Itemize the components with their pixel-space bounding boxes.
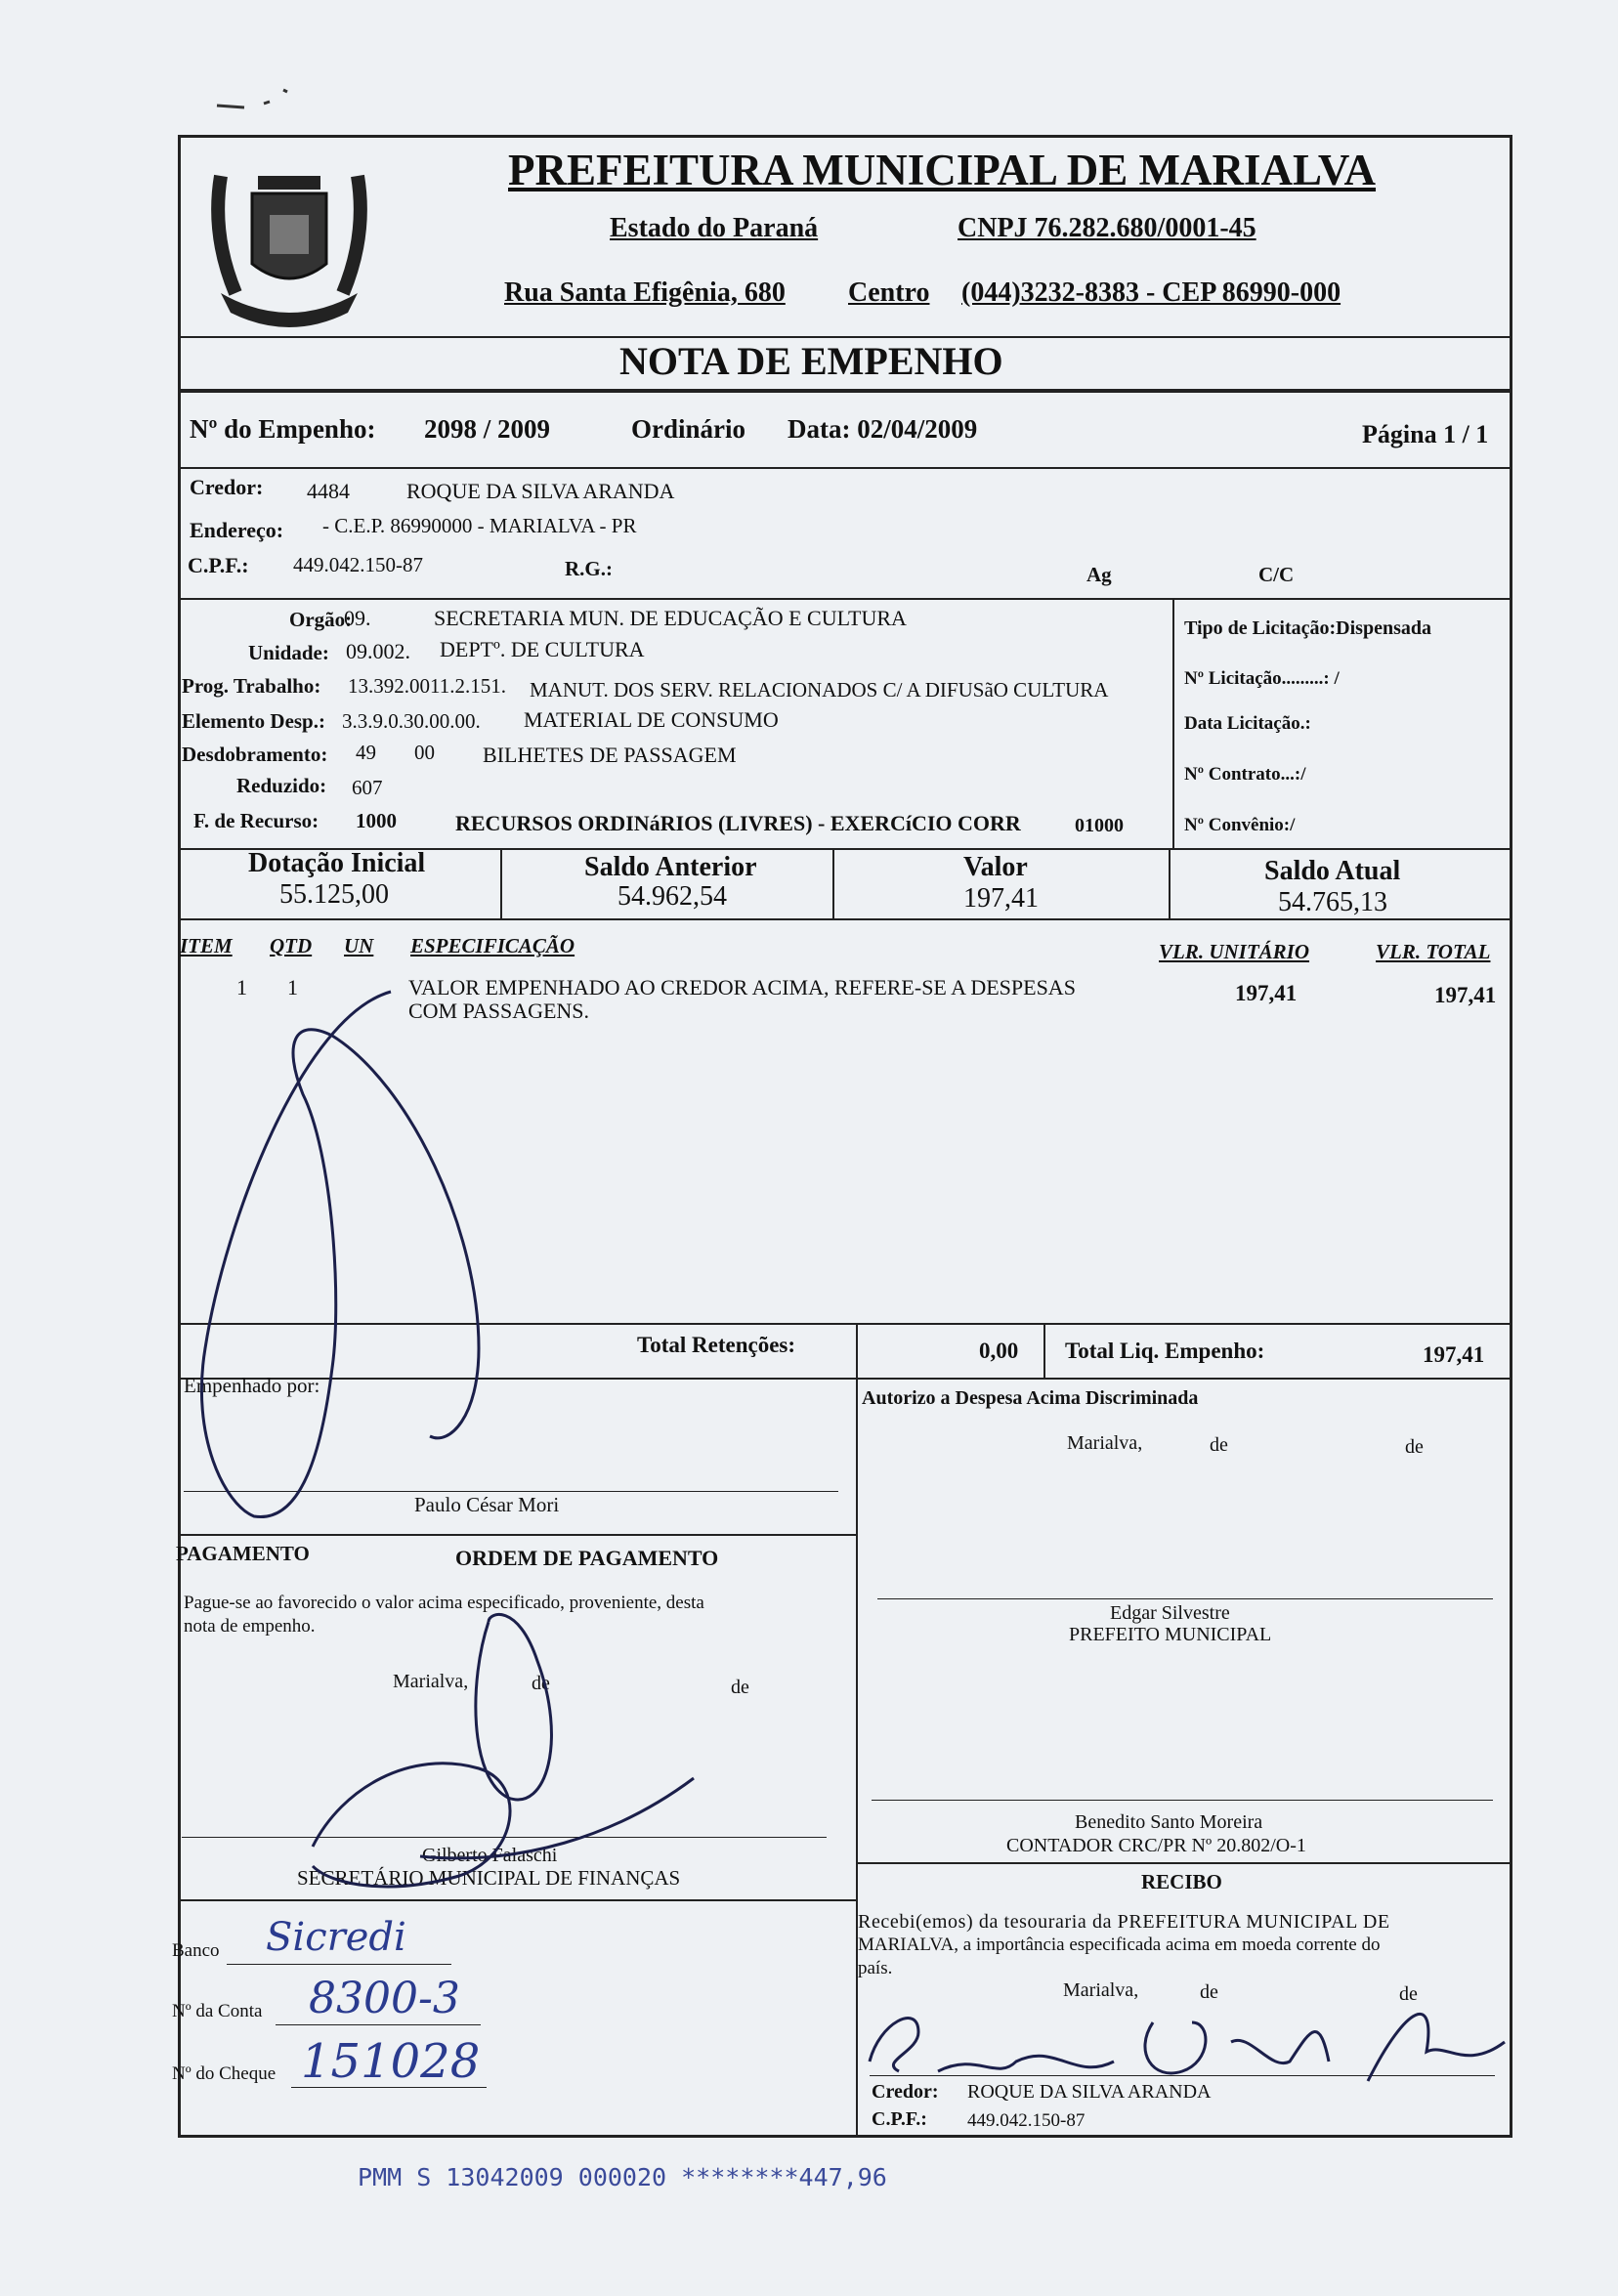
prog-label: Prog. Trabalho:: [182, 674, 321, 698]
reduzido-value: 607: [352, 776, 383, 799]
cc-label: C/C: [1258, 563, 1295, 586]
divider: [178, 1534, 856, 1536]
empenho-number: 2098 / 2009: [424, 414, 551, 444]
credor-name: ROQUE DA SILVA ARANDA: [406, 479, 675, 503]
recibo-label: RECIBO: [1141, 1870, 1222, 1893]
col-item: ITEM: [180, 934, 233, 957]
dotacao-value: 55.125,00: [279, 879, 389, 910]
ordem-pagamento-label: ORDEM DE PAGAMENTO: [455, 1546, 719, 1570]
pagamento-city: Marialva,: [393, 1671, 469, 1692]
recibo-text1: Recebi(emos) da tesouraria da PREFEITURA MUNICIPAL DE: [858, 1911, 1390, 1933]
col-especificacao: ESPECIFICAÇÃO: [410, 934, 575, 957]
reduzido-label: Reduzido:: [236, 774, 327, 797]
orgao-desc: SECRETARIA MUN. DE EDUCAÇÃO E CULTURA: [434, 606, 907, 630]
header-phone-cep: (044)3232-8383 - CEP 86990-000: [961, 277, 1341, 308]
banco-line: [227, 1964, 451, 1965]
header-address: Rua Santa Efigênia, 680: [504, 277, 786, 308]
desdobramento-a: 49: [356, 741, 376, 764]
autorizo-city: Marialva,: [1067, 1432, 1143, 1454]
fonte-desc: RECURSOS ORDINáRIOS (LIVRES) - EXERCíCIO CORR: [455, 811, 1021, 835]
header-title: PREFEITURA MUNICIPAL DE MARIALVA: [508, 146, 1377, 194]
empenho-date: Data: 02/04/2009: [788, 414, 978, 444]
total-retencoes-label: Total Retenções:: [637, 1333, 796, 1357]
unidade-desc: DEPTº. DE CULTURA: [440, 637, 645, 661]
divider: [856, 1323, 858, 1378]
item-spec-line2: COM PASSAGENS.: [408, 999, 590, 1023]
total-liq-value: 197,41: [1423, 1342, 1485, 1367]
divider: [832, 848, 834, 918]
banco-label: Banco: [172, 1940, 220, 1961]
col-qtd: QTD: [270, 934, 313, 957]
fonte-label: F. de Recurso:: [193, 809, 319, 832]
recibo-credor-label: Credor:: [872, 2081, 939, 2103]
signature-line: [872, 1800, 1493, 1801]
footer-stamp: PMM S 13042009 000020 ********447,96: [358, 2163, 887, 2191]
recibo-text2: MARIALVA, a importância especificada acima em moeda corrente do: [858, 1935, 1381, 1955]
cpf-value: 449.042.150-87: [293, 553, 423, 576]
saldo-atual-label: Saldo Atual: [1264, 856, 1401, 886]
divider: [1169, 848, 1171, 918]
item-unit-value: 197,41: [1235, 981, 1298, 1005]
conta-label: Nº da Conta: [172, 2001, 263, 2021]
divider: [178, 598, 1512, 600]
elemento-label: Elemento Desp.:: [182, 709, 325, 733]
secretary-title: SECRETÁRIO MUNICIPAL DE FINANÇAS: [297, 1866, 681, 1890]
signature-line: [877, 1598, 1493, 1599]
recibo-city: Marialva,: [1063, 1979, 1139, 2001]
prog-desc: MANUT. DOS SERV. RELACIONADOS C/ A DIFUSãO CULTURA: [530, 678, 1109, 702]
banco-value: Sicredi: [266, 1915, 406, 1960]
secretary-name: Gilberto Falaschi: [422, 1845, 558, 1866]
endereco-value: - C.E.P. 86990000 - MARIALVA - PR: [322, 514, 637, 537]
cheque-value: 151028: [301, 2034, 481, 2089]
col-vlr-unitario: VLR. UNITÁRIO: [1159, 940, 1310, 963]
desdobramento-desc: BILHETES DE PASSAGEM: [483, 743, 737, 767]
header-cnpj: CNPJ 76.282.680/0001-45: [958, 213, 1256, 243]
licitacao-contrato: Nº Contrato...:/: [1184, 764, 1306, 785]
secretary-signature: [293, 1602, 713, 1925]
endereco-label: Endereço:: [190, 518, 284, 542]
empenhado-name: Paulo César Mori: [414, 1493, 560, 1516]
fonte-value: 1000: [356, 809, 397, 832]
creditor-signature: [860, 1983, 1534, 2101]
credor-label: Credor:: [190, 475, 264, 499]
divider: [1172, 598, 1174, 848]
recibo-de2: de: [1399, 1983, 1418, 2005]
valor-value: 197,41: [963, 883, 1039, 914]
col-vlr-total: VLR. TOTAL: [1376, 940, 1491, 963]
desdobramento-label: Desdobramento:: [182, 743, 328, 766]
licitacao-data: Data Licitação.:: [1184, 713, 1311, 734]
licitacao-convenio: Nº Convênio:/: [1184, 815, 1296, 835]
prog-value: 13.392.0011.2.151.: [348, 674, 506, 698]
divider: [856, 1862, 1512, 1864]
recibo-cpf: 449.042.150-87: [967, 2110, 1086, 2131]
pagamento-de1: de: [532, 1673, 550, 1694]
licitacao-tipo: Tipo de Licitação:Dispensada: [1184, 617, 1431, 639]
total-retencoes-value: 0,00: [979, 1339, 1019, 1363]
desdobramento-b: 00: [414, 741, 435, 764]
mayor-name: Edgar Silvestre: [1110, 1602, 1230, 1624]
pagamento-text1: Pague-se ao favorecido o valor acima especificado, proveniente, desta: [184, 1593, 704, 1613]
divider: [178, 467, 1512, 469]
item-total-value: 197,41: [1434, 983, 1497, 1007]
unidade-label: Unidade:: [248, 641, 329, 664]
licitacao-numero: Nº Licitação.........: /: [1184, 668, 1340, 689]
pagamento-text2: nota de empenho.: [184, 1616, 316, 1637]
elemento-desc: MATERIAL DE CONSUMO: [524, 707, 779, 732]
document-title: NOTA DE EMPENHO: [619, 339, 1003, 383]
empenho-label: Nº do Empenho:: [190, 414, 376, 444]
scan-marks: [205, 78, 332, 117]
recibo-credor: ROQUE DA SILVA ARANDA: [967, 2081, 1212, 2103]
divider: [500, 848, 502, 918]
header-neighborhood: Centro: [848, 277, 930, 308]
item-qtd: 1: [287, 975, 298, 999]
empenhado-label: Empenhado por:: [184, 1374, 320, 1397]
recibo-cpf-label: C.P.F.:: [872, 2108, 927, 2130]
contador-title: CONTADOR CRC/PR Nº 20.802/O-1: [1006, 1835, 1306, 1856]
contador-name: Benedito Santo Moreira: [1075, 1811, 1263, 1833]
pagamento-label: PAGAMENTO: [176, 1542, 310, 1565]
empenhado-signature: [186, 977, 508, 1524]
cheque-label: Nº do Cheque: [172, 2063, 277, 2084]
recibo-de1: de: [1200, 1981, 1218, 2003]
orgao-label: Orgão:: [289, 608, 353, 631]
valor-label: Valor: [963, 852, 1028, 882]
recibo-text3: país.: [858, 1958, 893, 1978]
mayor-title: PREFEITO MUNICIPAL: [1069, 1624, 1272, 1645]
saldo-atual-value: 54.765,13: [1278, 887, 1387, 917]
ag-label: Ag: [1086, 563, 1112, 586]
pagamento-de2: de: [731, 1677, 749, 1698]
cpf-label: C.P.F.:: [188, 553, 249, 577]
divider: [178, 389, 1512, 393]
fonte-code: 01000: [1075, 815, 1124, 836]
saldo-anterior-label: Saldo Anterior: [584, 852, 757, 882]
autorizo-text: Autorizo a Despesa Acima Discriminada: [862, 1387, 1199, 1409]
conta-value: 8300-3: [309, 1974, 460, 2023]
total-liq-label: Total Liq. Empenho:: [1065, 1339, 1265, 1363]
item-number: 1: [236, 975, 247, 999]
conta-line: [276, 2024, 481, 2025]
elemento-value: 3.3.9.0.30.00.00.: [342, 709, 481, 733]
autorizo-de2: de: [1405, 1436, 1424, 1458]
divider: [856, 1378, 858, 2138]
page-number: Página 1 / 1: [1362, 420, 1489, 448]
divider: [178, 918, 1512, 920]
item-spec-line1: VALOR EMPENHADO AO CREDOR ACIMA, REFERE-SE A DESPESAS: [408, 975, 1076, 999]
dotacao-label: Dotação Inicial: [248, 848, 426, 878]
rg-label: R.G.:: [565, 557, 613, 580]
orgao-value: 09.: [344, 606, 371, 630]
autorizo-de1: de: [1210, 1434, 1228, 1456]
coat-of-arms-logo: [192, 147, 387, 332]
empenho-type: Ordinário: [631, 414, 746, 444]
credor-code: 4484: [307, 479, 350, 503]
divider: [1043, 1323, 1045, 1378]
col-un: UN: [344, 934, 374, 957]
header-state: Estado do Paraná: [610, 213, 819, 243]
unidade-value: 09.002.: [346, 639, 410, 663]
saldo-anterior-value: 54.962,54: [617, 881, 727, 912]
